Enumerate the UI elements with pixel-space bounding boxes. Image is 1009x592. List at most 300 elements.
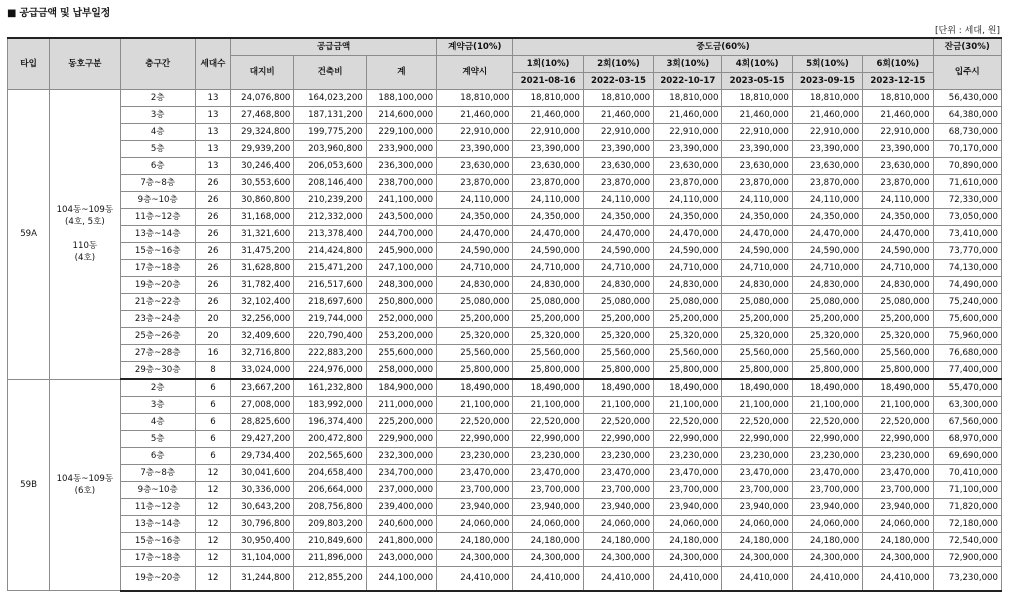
installment-5-cell: 25,200,000	[792, 311, 862, 328]
land-cell: 32,102,400	[231, 294, 294, 311]
installment-4-cell: 24,110,000	[722, 192, 792, 209]
type-cell: 59B	[8, 379, 50, 591]
installment-6-cell: 23,700,000	[863, 482, 933, 499]
installment-4-cell: 23,470,000	[722, 465, 792, 482]
land-cell: 23,667,200	[231, 379, 294, 397]
installment-6-cell: 25,080,000	[863, 294, 933, 311]
building-cell: 199,775,200	[294, 124, 366, 141]
table-row	[8, 107, 1002, 124]
installment-6-cell: 24,410,000	[863, 567, 933, 591]
table-row	[8, 311, 1002, 328]
installment-6-cell: 24,710,000	[863, 260, 933, 277]
land-cell: 32,409,600	[231, 328, 294, 345]
table-row	[8, 328, 1002, 345]
installment-5-cell: 21,100,000	[792, 397, 862, 414]
total-cell: 243,000,000	[366, 550, 436, 567]
installment-6-cell: 24,830,000	[863, 277, 933, 294]
total-cell: 241,800,000	[366, 533, 436, 550]
move-in-cell: 73,770,000	[933, 243, 1001, 260]
installment-2-cell: 24,060,000	[583, 516, 653, 533]
move-in-cell: 75,600,000	[933, 311, 1001, 328]
installment-4-cell: 24,710,000	[722, 260, 792, 277]
building-cell: 216,517,600	[294, 277, 366, 294]
installment-2-cell: 23,870,000	[583, 175, 653, 192]
installment-1-cell: 24,710,000	[513, 260, 583, 277]
table-row	[8, 482, 1002, 499]
dong-line: 104동~109동	[56, 473, 114, 484]
total-cell: 255,600,000	[366, 345, 436, 362]
total-cell: 225,200,000	[366, 414, 436, 431]
table-row	[8, 243, 1002, 260]
dong-line	[50, 228, 119, 240]
installment-3-cell: 24,830,000	[654, 277, 722, 294]
floor-cell: 11층~12층	[120, 209, 195, 226]
contract-cell: 24,350,000	[437, 209, 513, 226]
installment-3-cell: 24,410,000	[654, 567, 722, 591]
move-in-cell: 72,900,000	[933, 550, 1001, 567]
header-land: 대지비	[231, 56, 294, 90]
land-cell: 31,244,800	[231, 567, 294, 591]
total-cell: 243,500,000	[366, 209, 436, 226]
header-installment-1: 1회(10%)	[513, 56, 583, 73]
land-cell: 31,475,200	[231, 243, 294, 260]
table-body	[8, 90, 1002, 591]
supply-table	[7, 37, 1002, 592]
table-row	[8, 345, 1002, 362]
installment-2-cell: 23,630,000	[583, 158, 653, 175]
header-installment-date-4: 2023-05-15	[722, 73, 792, 90]
installment-4-cell: 23,870,000	[722, 175, 792, 192]
contract-cell: 24,180,000	[437, 533, 513, 550]
contract-cell: 25,800,000	[437, 362, 513, 380]
building-cell: 164,023,200	[294, 90, 366, 107]
installment-1-cell: 23,470,000	[513, 465, 583, 482]
floor-cell: 3층	[120, 397, 195, 414]
total-cell: 232,300,000	[366, 448, 436, 465]
installment-1-cell: 22,520,000	[513, 414, 583, 431]
installment-2-cell: 24,710,000	[583, 260, 653, 277]
floor-cell: 17층~18층	[120, 260, 195, 277]
floor-cell: 6층	[120, 158, 195, 175]
units-cell: 13	[195, 107, 230, 124]
installment-6-cell: 24,590,000	[863, 243, 933, 260]
installment-6-cell: 18,490,000	[863, 379, 933, 397]
floor-cell: 2층	[120, 379, 195, 397]
land-cell: 30,860,800	[231, 192, 294, 209]
building-cell: 218,697,600	[294, 294, 366, 311]
table-row	[8, 533, 1002, 550]
installment-1-cell: 21,100,000	[513, 397, 583, 414]
dong-cell	[50, 90, 120, 380]
installment-3-cell: 25,560,000	[654, 345, 722, 362]
land-cell: 29,939,200	[231, 141, 294, 158]
installment-4-cell: 25,320,000	[722, 328, 792, 345]
building-cell: 161,232,800	[294, 379, 366, 397]
units-cell: 6	[195, 448, 230, 465]
building-cell: 202,565,600	[294, 448, 366, 465]
header-contract: 계약금(10%)	[437, 38, 513, 56]
contract-cell: 24,410,000	[437, 567, 513, 591]
move-in-cell: 74,490,000	[933, 277, 1001, 294]
installment-2-cell: 23,700,000	[583, 482, 653, 499]
move-in-cell: 73,410,000	[933, 226, 1001, 243]
installment-2-cell: 18,490,000	[583, 379, 653, 397]
move-in-cell: 75,240,000	[933, 294, 1001, 311]
header-installment-date-3: 2022-10-17	[654, 73, 722, 90]
header-middle: 중도금(60%)	[513, 38, 933, 56]
building-cell: 209,803,200	[294, 516, 366, 533]
header-supply: 공급금액	[231, 38, 437, 56]
table-row	[8, 499, 1002, 516]
contract-cell: 23,940,000	[437, 499, 513, 516]
installment-2-cell: 18,810,000	[583, 90, 653, 107]
land-cell: 30,950,400	[231, 533, 294, 550]
building-cell: 224,976,000	[294, 362, 366, 380]
installment-4-cell: 25,200,000	[722, 311, 792, 328]
contract-cell: 25,320,000	[437, 328, 513, 345]
installment-4-cell: 21,460,000	[722, 107, 792, 124]
units-cell: 13	[195, 90, 230, 107]
building-cell: 187,131,200	[294, 107, 366, 124]
building-cell: 183,992,000	[294, 397, 366, 414]
contract-cell: 24,710,000	[437, 260, 513, 277]
installment-1-cell: 25,800,000	[513, 362, 583, 380]
floor-cell: 5층	[120, 141, 195, 158]
floor-cell: 23층~24층	[120, 311, 195, 328]
move-in-cell: 68,970,000	[933, 431, 1001, 448]
installment-4-cell: 25,800,000	[722, 362, 792, 380]
header-installment-5: 5회(10%)	[792, 56, 862, 73]
building-cell: 212,332,000	[294, 209, 366, 226]
land-cell: 30,796,800	[231, 516, 294, 533]
total-cell: 229,100,000	[366, 124, 436, 141]
installment-6-cell: 18,810,000	[863, 90, 933, 107]
units-cell: 12	[195, 533, 230, 550]
land-cell: 30,336,000	[231, 482, 294, 499]
contract-cell: 24,060,000	[437, 516, 513, 533]
installment-6-cell: 25,320,000	[863, 328, 933, 345]
move-in-cell: 70,890,000	[933, 158, 1001, 175]
installment-5-cell: 24,710,000	[792, 260, 862, 277]
header-floor: 층구간	[120, 38, 195, 90]
land-cell: 27,468,800	[231, 107, 294, 124]
contract-cell: 24,470,000	[437, 226, 513, 243]
contract-cell: 21,100,000	[437, 397, 513, 414]
installment-6-cell: 25,560,000	[863, 345, 933, 362]
installment-5-cell: 24,300,000	[792, 550, 862, 567]
installment-4-cell: 24,470,000	[722, 226, 792, 243]
page-title: ■ 공급금액 및 납부일정	[7, 8, 110, 19]
installment-4-cell: 22,990,000	[722, 431, 792, 448]
contract-cell: 23,230,000	[437, 448, 513, 465]
contract-cell: 21,460,000	[437, 107, 513, 124]
installment-2-cell: 25,080,000	[583, 294, 653, 311]
contract-cell: 18,810,000	[437, 90, 513, 107]
contract-cell: 25,200,000	[437, 311, 513, 328]
units-cell: 6	[195, 414, 230, 431]
dong-cell	[50, 379, 120, 591]
table-row	[8, 379, 1002, 397]
installment-3-cell: 25,800,000	[654, 362, 722, 380]
header-dong: 동호구분	[50, 38, 120, 90]
header-installment-date-5: 2023-09-15	[792, 73, 862, 90]
land-cell: 31,628,800	[231, 260, 294, 277]
units-cell: 26	[195, 209, 230, 226]
total-cell: 253,200,000	[366, 328, 436, 345]
table-row	[8, 141, 1002, 158]
installment-6-cell: 24,110,000	[863, 192, 933, 209]
installment-6-cell: 21,460,000	[863, 107, 933, 124]
installment-1-cell: 24,110,000	[513, 192, 583, 209]
units-cell: 26	[195, 192, 230, 209]
installment-5-cell: 25,800,000	[792, 362, 862, 380]
header-installment-4: 4회(10%)	[722, 56, 792, 73]
installment-4-cell: 23,700,000	[722, 482, 792, 499]
installment-3-cell: 25,200,000	[654, 311, 722, 328]
installment-4-cell: 23,230,000	[722, 448, 792, 465]
floor-cell: 5층	[120, 431, 195, 448]
building-cell: 206,664,000	[294, 482, 366, 499]
building-cell: 211,896,000	[294, 550, 366, 567]
installment-4-cell: 24,300,000	[722, 550, 792, 567]
installment-5-cell: 25,080,000	[792, 294, 862, 311]
header-building: 건축비	[294, 56, 366, 90]
installment-2-cell: 23,940,000	[583, 499, 653, 516]
contract-cell: 23,470,000	[437, 465, 513, 482]
installment-3-cell: 23,630,000	[654, 158, 722, 175]
land-cell: 29,734,400	[231, 448, 294, 465]
move-in-cell: 71,100,000	[933, 482, 1001, 499]
table-row	[8, 260, 1002, 277]
header-installment-3: 3회(10%)	[654, 56, 722, 73]
type-cell: 59A	[8, 90, 50, 380]
header-total: 계	[366, 56, 436, 90]
installment-3-cell: 23,390,000	[654, 141, 722, 158]
contract-cell: 23,870,000	[437, 175, 513, 192]
installment-5-cell: 23,940,000	[792, 499, 862, 516]
units-cell: 12	[195, 465, 230, 482]
units-cell: 6	[195, 379, 230, 397]
installment-5-cell: 18,810,000	[792, 90, 862, 107]
land-cell: 29,324,800	[231, 124, 294, 141]
installment-4-cell: 18,810,000	[722, 90, 792, 107]
table-row	[8, 414, 1002, 431]
building-cell: 196,374,400	[294, 414, 366, 431]
installment-5-cell: 25,320,000	[792, 328, 862, 345]
floor-cell: 7층~8층	[120, 465, 195, 482]
table-row	[8, 124, 1002, 141]
installment-3-cell: 21,460,000	[654, 107, 722, 124]
header-type: 타입	[8, 38, 50, 90]
building-cell: 214,424,800	[294, 243, 366, 260]
installment-1-cell: 23,230,000	[513, 448, 583, 465]
contract-cell: 23,390,000	[437, 141, 513, 158]
building-cell: 203,960,800	[294, 141, 366, 158]
installment-1-cell: 24,470,000	[513, 226, 583, 243]
floor-cell: 29층~30층	[120, 362, 195, 380]
move-in-cell: 75,960,000	[933, 328, 1001, 345]
move-in-cell: 69,690,000	[933, 448, 1001, 465]
total-cell: 247,100,000	[366, 260, 436, 277]
total-cell: 252,000,000	[366, 311, 436, 328]
contract-cell: 22,910,000	[437, 124, 513, 141]
floor-cell: 15층~16층	[120, 243, 195, 260]
contract-cell: 23,700,000	[437, 482, 513, 499]
installment-5-cell: 23,870,000	[792, 175, 862, 192]
land-cell: 30,553,600	[231, 175, 294, 192]
installment-5-cell: 24,060,000	[792, 516, 862, 533]
installment-3-cell: 24,710,000	[654, 260, 722, 277]
total-cell: 233,900,000	[366, 141, 436, 158]
installment-2-cell: 24,410,000	[583, 567, 653, 591]
total-cell: 244,100,000	[366, 567, 436, 591]
total-cell: 250,800,000	[366, 294, 436, 311]
building-cell: 206,053,600	[294, 158, 366, 175]
floor-cell: 15층~16층	[120, 533, 195, 550]
floor-cell: 21층~22층	[120, 294, 195, 311]
contract-cell: 24,110,000	[437, 192, 513, 209]
installment-2-cell: 24,830,000	[583, 277, 653, 294]
installment-1-cell: 24,300,000	[513, 550, 583, 567]
units-cell: 26	[195, 294, 230, 311]
building-cell: 213,378,400	[294, 226, 366, 243]
total-cell: 214,600,000	[366, 107, 436, 124]
installment-6-cell: 22,910,000	[863, 124, 933, 141]
installment-5-cell: 24,110,000	[792, 192, 862, 209]
installment-5-cell: 23,470,000	[792, 465, 862, 482]
table-row	[8, 226, 1002, 243]
land-cell: 30,643,200	[231, 499, 294, 516]
installment-3-cell: 24,180,000	[654, 533, 722, 550]
installment-2-cell: 24,350,000	[583, 209, 653, 226]
total-cell: 229,900,000	[366, 431, 436, 448]
installment-6-cell: 24,060,000	[863, 516, 933, 533]
table-row	[8, 362, 1002, 380]
installment-6-cell: 23,390,000	[863, 141, 933, 158]
installment-6-cell: 23,870,000	[863, 175, 933, 192]
installment-6-cell: 25,800,000	[863, 362, 933, 380]
installment-1-cell: 25,200,000	[513, 311, 583, 328]
land-cell: 30,246,400	[231, 158, 294, 175]
installment-4-cell: 24,350,000	[722, 209, 792, 226]
building-cell: 222,883,200	[294, 345, 366, 362]
installment-2-cell: 22,910,000	[583, 124, 653, 141]
installment-1-cell: 24,590,000	[513, 243, 583, 260]
total-cell: 188,100,000	[366, 90, 436, 107]
floor-cell: 6층	[120, 448, 195, 465]
installment-3-cell: 22,520,000	[654, 414, 722, 431]
land-cell: 31,168,000	[231, 209, 294, 226]
floor-cell: 19층~20층	[120, 277, 195, 294]
units-cell: 12	[195, 482, 230, 499]
installment-5-cell: 22,990,000	[792, 431, 862, 448]
dong-line: (4호, 5호)	[65, 217, 105, 228]
installment-4-cell: 24,590,000	[722, 243, 792, 260]
units-cell: 13	[195, 158, 230, 175]
table-row	[8, 294, 1002, 311]
installment-6-cell: 23,940,000	[863, 499, 933, 516]
floor-cell: 4층	[120, 414, 195, 431]
installment-3-cell: 24,590,000	[654, 243, 722, 260]
installment-5-cell: 24,470,000	[792, 226, 862, 243]
table-row	[8, 397, 1002, 414]
header-contract-time: 계약시	[437, 56, 513, 90]
total-cell: 238,700,000	[366, 175, 436, 192]
table-row	[8, 550, 1002, 567]
installment-3-cell: 21,100,000	[654, 397, 722, 414]
installment-2-cell: 24,110,000	[583, 192, 653, 209]
floor-cell: 7층~8층	[120, 175, 195, 192]
installment-3-cell: 24,110,000	[654, 192, 722, 209]
installment-3-cell: 24,300,000	[654, 550, 722, 567]
installment-2-cell: 23,470,000	[583, 465, 653, 482]
building-cell: 212,855,200	[294, 567, 366, 591]
installment-6-cell: 23,230,000	[863, 448, 933, 465]
table-row	[8, 209, 1002, 226]
installment-4-cell: 23,390,000	[722, 141, 792, 158]
header-installment-date-1: 2021-08-16	[513, 73, 583, 90]
units-cell: 13	[195, 124, 230, 141]
unit-note: [단위 : 세대, 원]	[935, 26, 1000, 36]
move-in-cell: 55,470,000	[933, 379, 1001, 397]
header-units: 세대수	[195, 38, 230, 90]
installment-1-cell: 23,700,000	[513, 482, 583, 499]
total-cell: 184,900,000	[366, 379, 436, 397]
installment-1-cell: 22,990,000	[513, 431, 583, 448]
installment-2-cell: 24,590,000	[583, 243, 653, 260]
units-cell: 12	[195, 567, 230, 591]
installment-4-cell: 25,080,000	[722, 294, 792, 311]
table-row	[8, 90, 1002, 107]
installment-3-cell: 22,910,000	[654, 124, 722, 141]
installment-5-cell: 23,700,000	[792, 482, 862, 499]
move-in-cell: 64,380,000	[933, 107, 1001, 124]
floor-cell: 9층~10층	[120, 192, 195, 209]
units-cell: 26	[195, 226, 230, 243]
installment-1-cell: 23,390,000	[513, 141, 583, 158]
header-installment-date-6: 2023-12-15	[863, 73, 933, 90]
table-row	[8, 158, 1002, 175]
total-cell: 258,000,000	[366, 362, 436, 380]
installment-2-cell: 24,300,000	[583, 550, 653, 567]
building-cell: 200,472,800	[294, 431, 366, 448]
installment-1-cell: 25,320,000	[513, 328, 583, 345]
land-cell: 31,104,000	[231, 550, 294, 567]
installment-1-cell: 18,490,000	[513, 379, 583, 397]
building-cell: 220,790,400	[294, 328, 366, 345]
installment-3-cell: 18,810,000	[654, 90, 722, 107]
installment-1-cell: 24,830,000	[513, 277, 583, 294]
move-in-cell: 63,300,000	[933, 397, 1001, 414]
header-installment-2: 2회(10%)	[583, 56, 653, 73]
move-in-cell: 70,410,000	[933, 465, 1001, 482]
land-cell: 28,825,600	[231, 414, 294, 431]
total-cell: 241,100,000	[366, 192, 436, 209]
units-cell: 12	[195, 499, 230, 516]
table-row	[8, 448, 1002, 465]
installment-1-cell: 24,180,000	[513, 533, 583, 550]
installment-1-cell: 25,080,000	[513, 294, 583, 311]
move-in-cell: 67,560,000	[933, 414, 1001, 431]
total-cell: 239,400,000	[366, 499, 436, 516]
installment-4-cell: 25,560,000	[722, 345, 792, 362]
floor-cell: 13층~14층	[120, 226, 195, 243]
header-installment-date-2: 2022-03-15	[583, 73, 653, 90]
installment-4-cell: 24,410,000	[722, 567, 792, 591]
header-move-in: 입주시	[933, 56, 1001, 90]
units-cell: 20	[195, 311, 230, 328]
installment-4-cell: 22,910,000	[722, 124, 792, 141]
